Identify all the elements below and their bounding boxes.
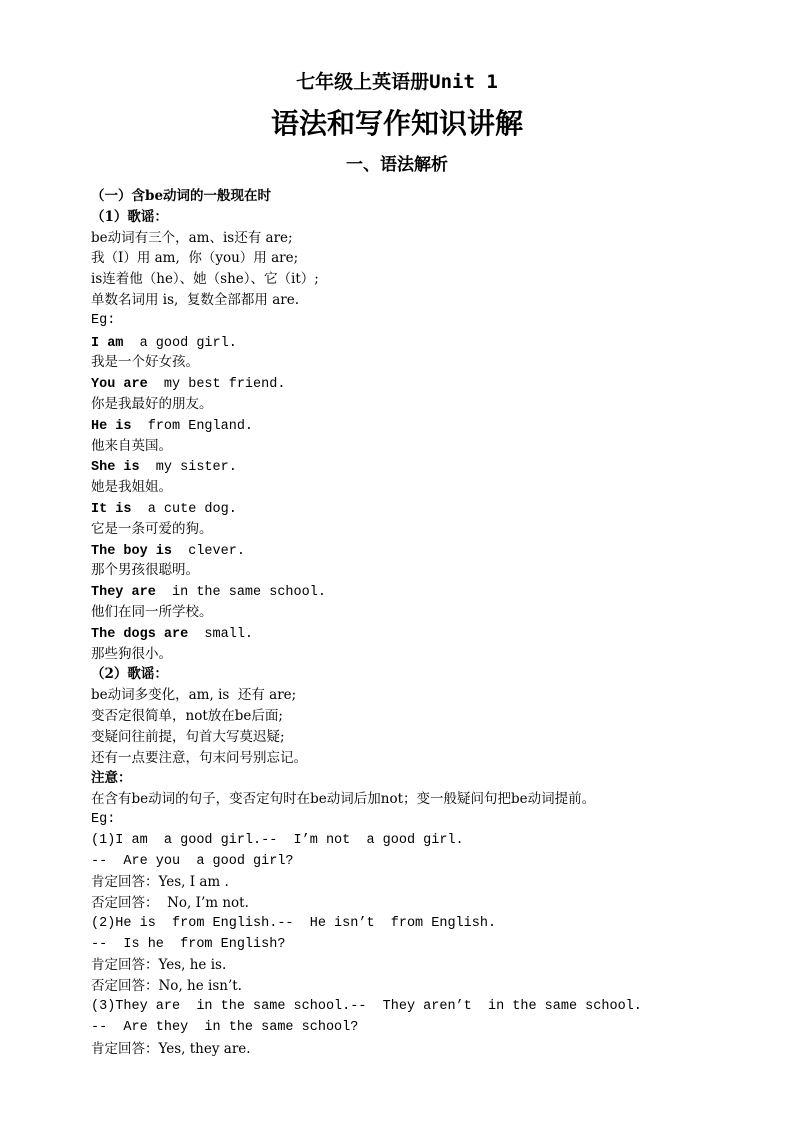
example-sentence: [91, 498, 791, 519]
example-subject-verb: You are: [91, 377, 148, 393]
document-body: [91, 186, 791, 1059]
example-subject-verb: The dogs are: [91, 626, 189, 642]
example-sentence: [91, 581, 791, 602]
section-heading: 一、语法解析: [346, 155, 448, 175]
example-predicate: a good girl.: [123, 335, 237, 351]
example-sentence: [91, 540, 791, 561]
affirmative-answer: 肯定回答：Yes, I am .: [91, 874, 229, 891]
example-transform: (3)They are in the same school.-- They aren’t in the same school.: [91, 999, 642, 1015]
negative-answer: 否定回答： No, I’m not.: [91, 895, 249, 912]
rhyme-line: be动词有三个，am、is还有 are;: [91, 229, 293, 246]
note-text: 在含有be动词的句子，变否定句时在be动词后加not；变一般疑问句把be动词提前。: [91, 791, 596, 808]
rhyme-heading-2: （2）歌谣：: [91, 666, 168, 683]
example-translation: 她是我姐姐。: [91, 479, 172, 496]
example-subject-verb: She is: [91, 460, 140, 476]
example-predicate: small.: [188, 626, 254, 642]
affirmative-answer: 肯定回答：Yes, they are.: [91, 1040, 251, 1057]
example-subject-verb: He is: [91, 418, 132, 434]
negative-answer: 否定回答：No, he isn’t.: [91, 978, 242, 995]
example-question: -- Are they in the same school?: [91, 1019, 359, 1035]
example-translation: 你是我最好的朋友。: [91, 395, 213, 412]
example-subject-verb: The boy is: [91, 543, 173, 559]
example-translation: 那些狗很小。: [91, 645, 172, 662]
example-sentence: [91, 415, 791, 436]
example-predicate: my sister.: [139, 460, 237, 476]
example-sentence: [91, 623, 791, 644]
rhyme-line: 变疑问往前提，句首大写莫迟疑;: [91, 728, 285, 745]
example-subject-verb: I am: [91, 335, 124, 351]
example-translation: 他来自英国。: [91, 437, 172, 454]
document-subtitle: 语法和写作知识讲解: [270, 107, 523, 140]
example-translation: 它是一条可爱的狗。: [91, 520, 213, 537]
example-sentence: [91, 332, 791, 353]
rhyme-heading-1: （1）歌谣：: [91, 208, 168, 225]
document-title: 七年级上英语册Unit 1: [296, 71, 498, 93]
example-predicate: my best friend.: [147, 377, 286, 393]
affirmative-answer: 肯定回答：Yes, he is.: [91, 957, 227, 974]
example-translation: 我是一个好女孩。: [91, 354, 199, 371]
rhyme-line: is连着他（he）、她（she）、它（it）;: [91, 271, 319, 288]
example-question: -- Are you a good girl?: [91, 853, 294, 869]
example-predicate: in the same school.: [155, 585, 326, 601]
example-transform: (1)I am a good girl.-- I’m not a good girl.: [91, 832, 464, 848]
example-transform: (2)He is from English.-- He isn’t from English.: [91, 915, 497, 931]
example-question: -- Is he from English?: [91, 936, 286, 952]
example-translation: 他们在同一所学校。: [91, 603, 213, 620]
subsection-heading: （一）含be动词的一般现在时: [91, 188, 272, 204]
example-predicate: from England.: [131, 418, 254, 434]
example-sentence: [91, 373, 791, 394]
example-predicate: clever.: [172, 543, 245, 559]
rhyme-line: be动词多变化，am, is 还有 are;: [91, 687, 297, 704]
example-label: Eg:: [91, 312, 116, 328]
example-subject-verb: They are: [91, 585, 156, 601]
rhyme-line: 还有一点要注意，句末问号别忘记。: [91, 749, 307, 766]
rhyme-line: 变否定很简单，not放在be后面;: [91, 707, 283, 724]
example-label: Eg:: [91, 811, 116, 827]
rhyme-line: 单数名词用 is, 复数全部都用 are.: [91, 291, 299, 308]
example-translation: 那个男孩很聪明。: [91, 562, 199, 579]
rhyme-line: 我（I）用 am, 你（you）用 are;: [91, 250, 299, 267]
example-subject-verb: It is: [91, 501, 132, 517]
note-heading: 注意：: [91, 770, 132, 787]
example-predicate: a cute dog.: [131, 501, 237, 517]
example-sentence: [91, 456, 791, 477]
